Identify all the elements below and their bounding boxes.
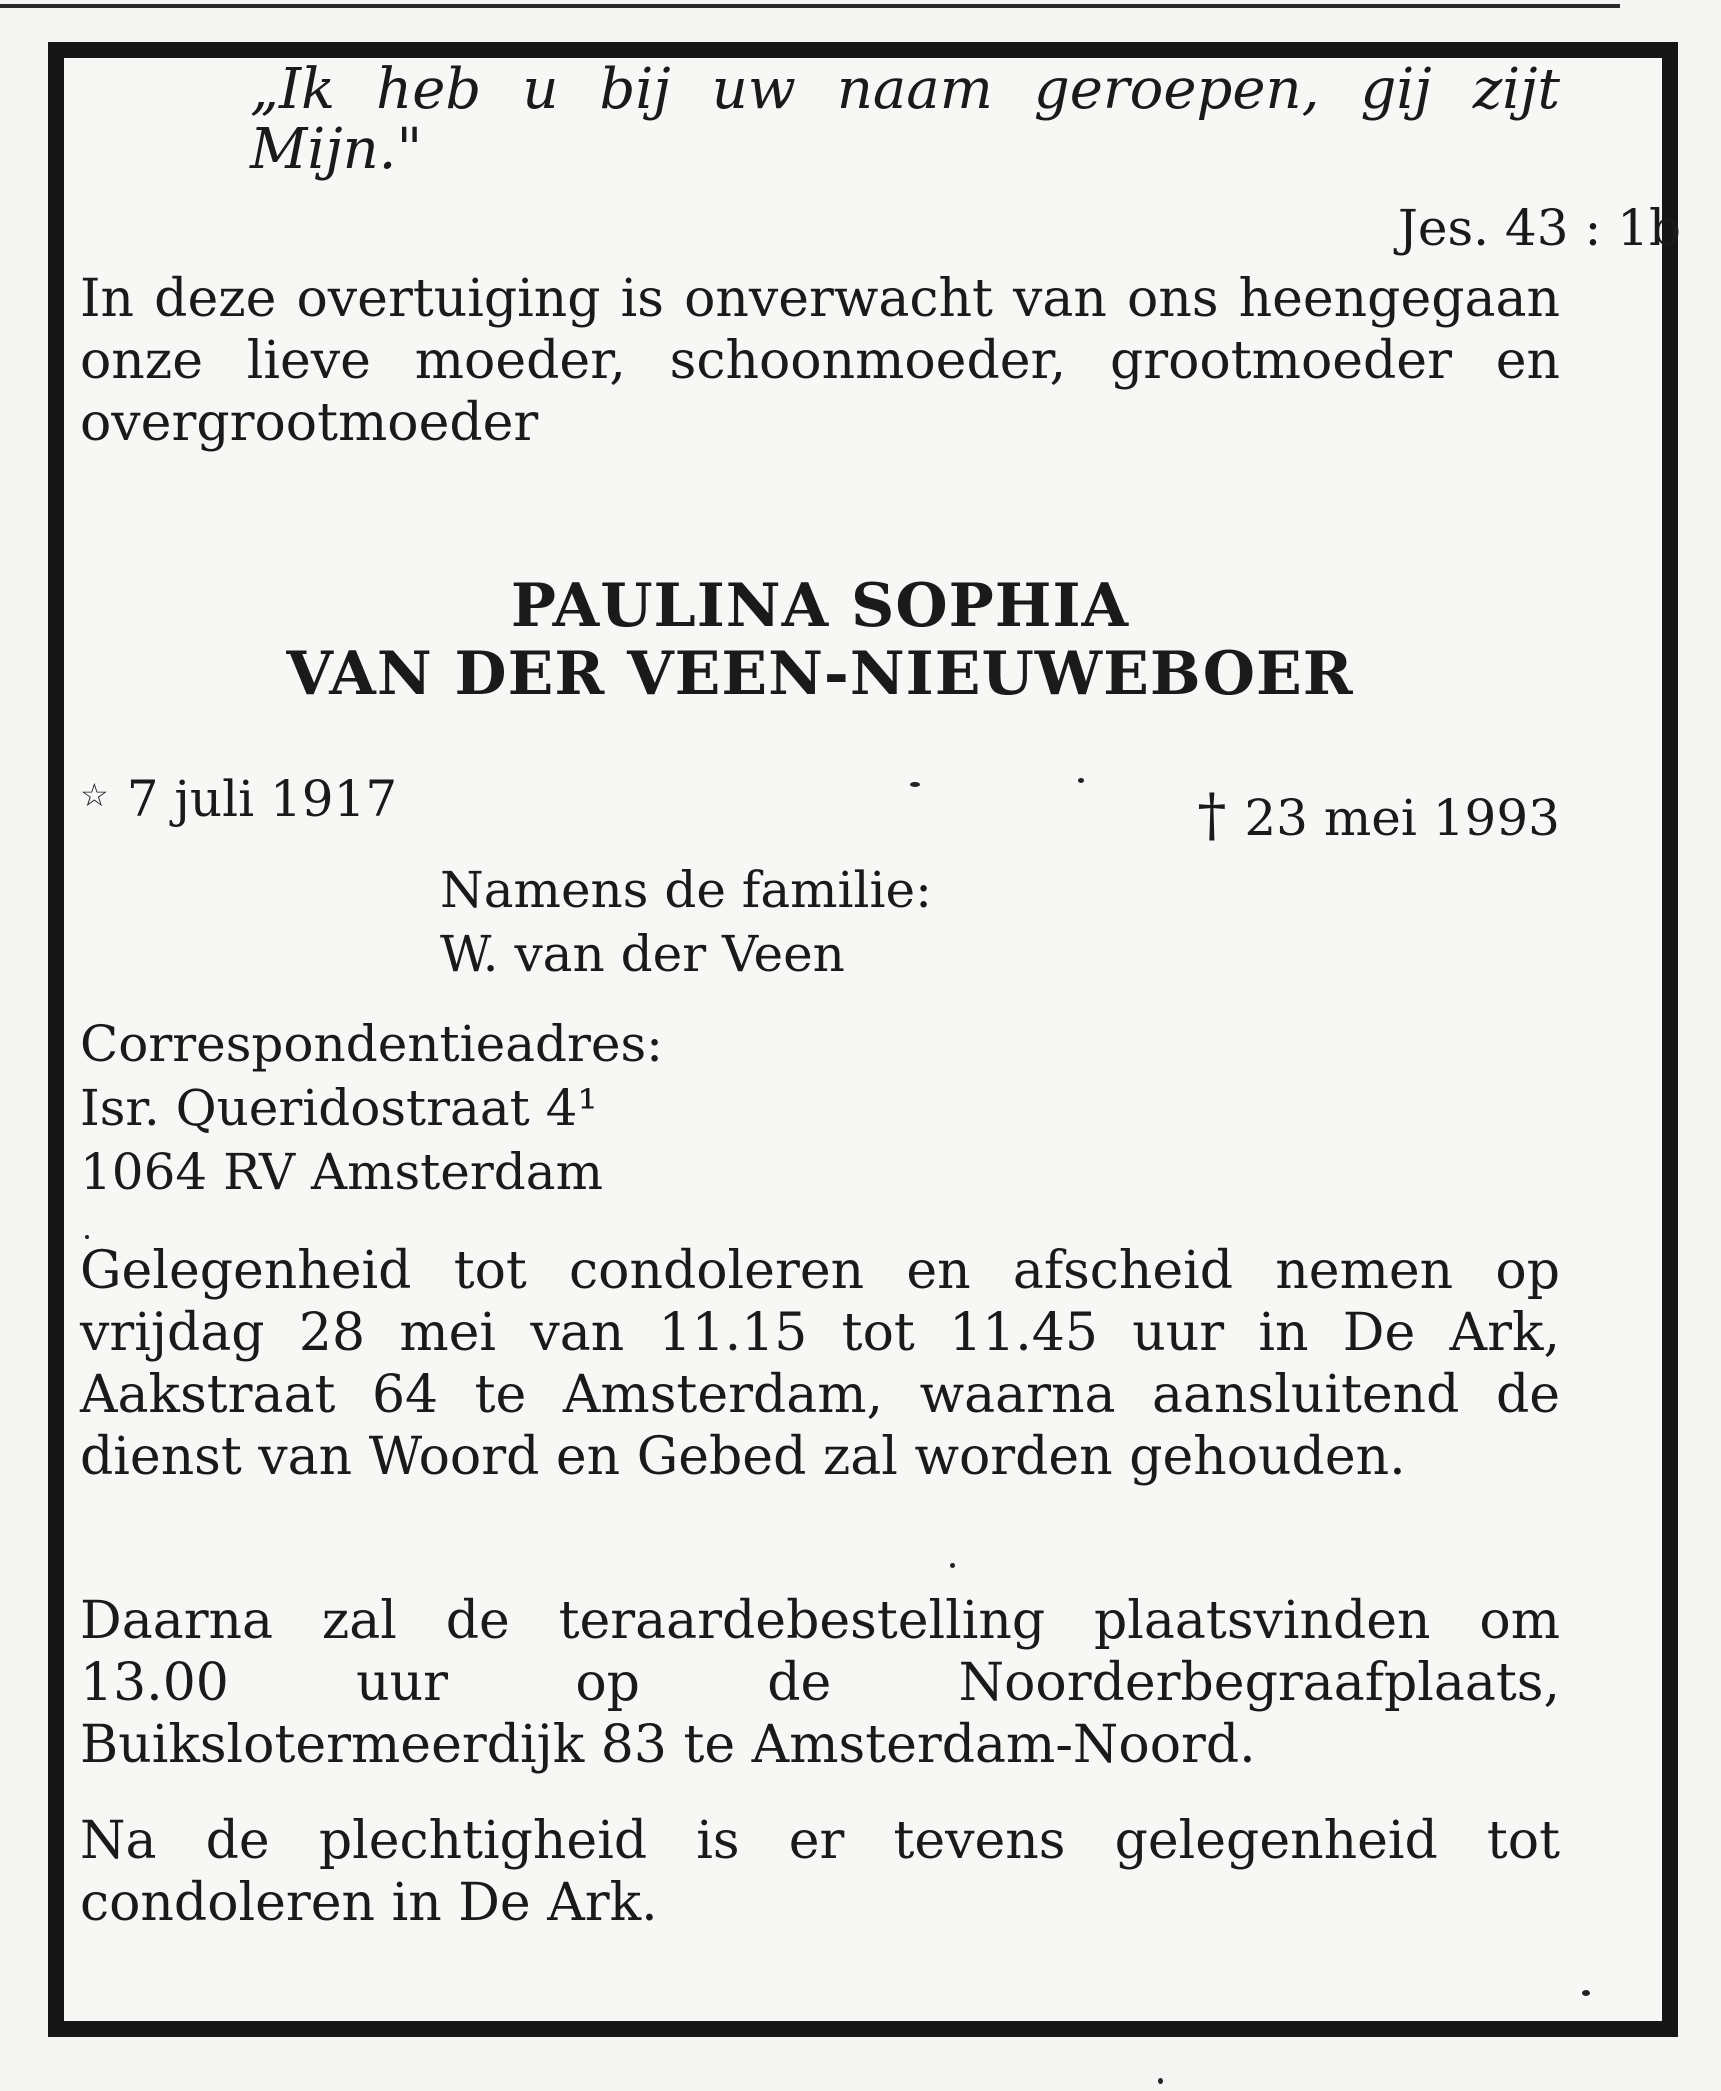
- correspondence-address: [80, 1012, 663, 1204]
- birth-date: 7 juli 1917: [126, 770, 398, 828]
- star-icon: ☆: [80, 776, 109, 814]
- deceased-name: [80, 572, 1560, 708]
- print-speck: [910, 782, 920, 787]
- family-signature: [440, 858, 932, 986]
- condolence-paragraph: Gelegenheid tot condoleren en afscheid nemen op vrijdag 28 mei van 11.15 tot 11.45 uur in De Ark, Aakstraat 64 te Amsterdam, waarna aansluitend de dienst van Woord en Gebed zal worden gehouden.: [80, 1241, 1560, 1487]
- address-street: Isr. Queridostraat 4¹: [80, 1079, 598, 1137]
- top-rule: [0, 4, 1620, 8]
- death-date-line: [1197, 781, 1560, 849]
- print-speck: [85, 1235, 89, 1239]
- cross-icon: †: [1197, 781, 1227, 849]
- address-label: Correspondentieadres:: [80, 1015, 664, 1073]
- deceased-first-names: PAULINA SOPHIA: [510, 571, 1130, 641]
- death-date: 23 mei 1993: [1244, 789, 1560, 847]
- print-speck: [1582, 1990, 1590, 1996]
- bible-verse: „Ik heb u bij uw naam geroepen, gij zijt Mijn.": [250, 57, 1560, 182]
- burial-paragraph: Daarna zal de teraardebestelling plaatsvinden om 13.00 uur op de Noorderbegraafplaats, Buikslotermeerdijk 83 te Amsterdam-Noord.: [80, 1591, 1560, 1775]
- verse-reference: Jes. 43 : 1b: [1397, 199, 1681, 257]
- print-speck: [1158, 2078, 1163, 2084]
- address-city: 1064 RV Amsterdam: [80, 1143, 603, 1201]
- life-dates: [80, 765, 1560, 849]
- print-speck: [950, 1563, 955, 1568]
- after-ceremony-paragraph: Na de plechtigheid is er tevens gelegenheid tot condoleren in De Ark.: [80, 1811, 1560, 1933]
- family-name: W. van der Veen: [440, 925, 845, 983]
- birth-date-line: [80, 765, 397, 829]
- print-speck: [1078, 778, 1084, 783]
- intro-text: In deze overtuiging is onverwacht van ons heengegaan onze lieve moeder, schoonmoeder, grootmoeder en overgrootmoeder: [80, 269, 1560, 453]
- family-label: Namens de familie:: [440, 861, 932, 919]
- deceased-surname: VAN DER VEEN-NIEUWEBOER: [286, 639, 1354, 709]
